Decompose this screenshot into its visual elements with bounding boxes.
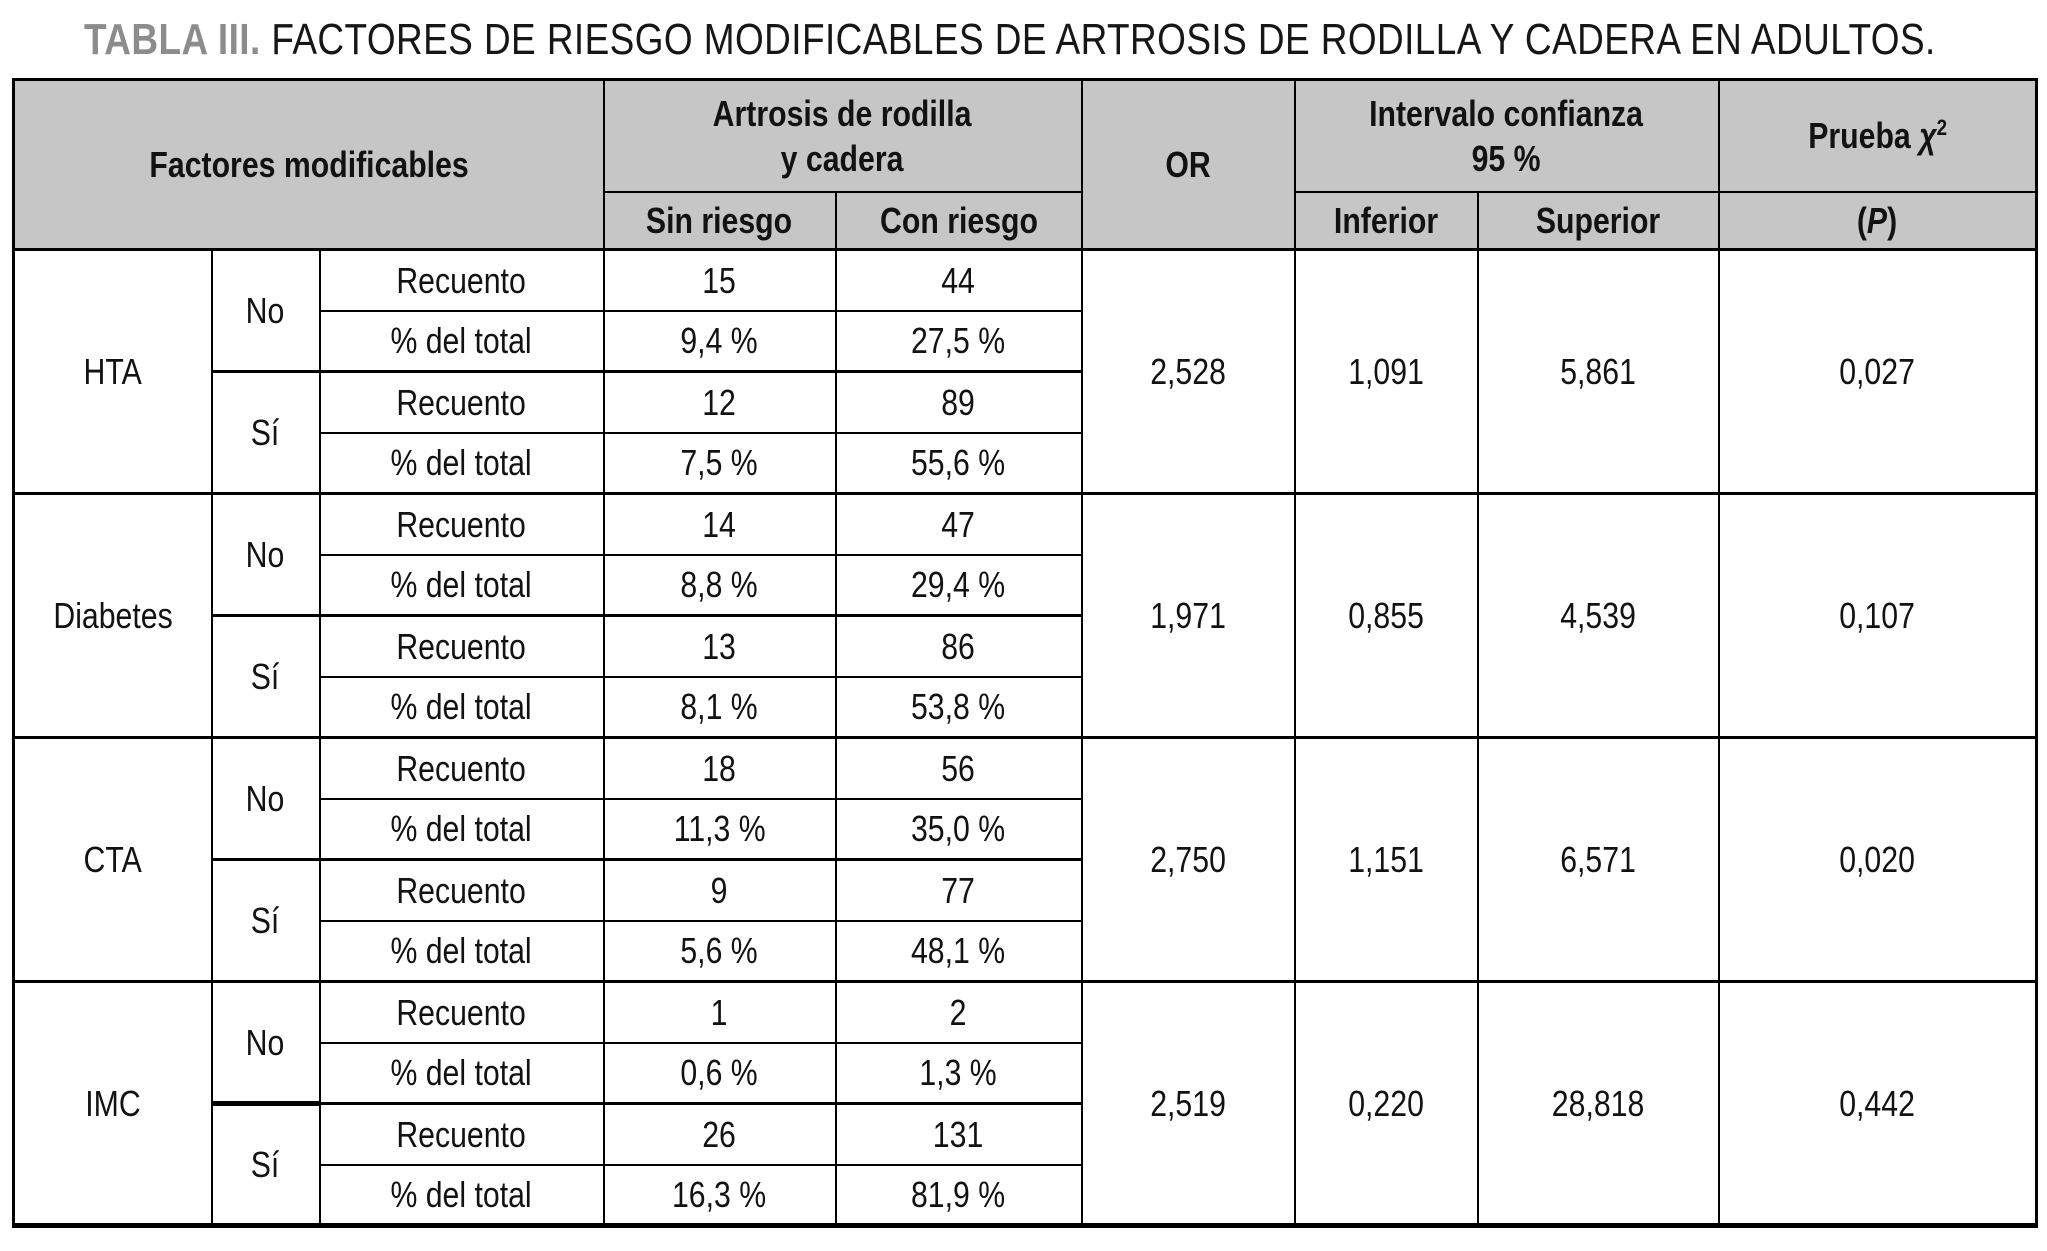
factor-name-cell: Diabetes: [14, 494, 212, 738]
no-label-cell: No: [212, 738, 320, 860]
table-title: [84, 16, 1936, 64]
value-cell: 9,4 %: [604, 311, 836, 372]
value-cell: 47: [836, 494, 1082, 555]
pct-label-cell: % del total: [320, 799, 604, 860]
value-cell: 14: [604, 494, 836, 555]
header-inferior: Inferior: [1295, 192, 1478, 250]
recuento-label-cell: Recuento: [320, 372, 604, 433]
table-title-text: FACTORES DE RIESGO MODIFICABLES DE ARTROSIS DE RODILLA Y CADERA EN ADULTOS.: [271, 15, 1936, 64]
si-label-cell: Sí: [212, 372, 320, 494]
factor-name-cell: CTA: [14, 738, 212, 982]
value-cell: 53,8 %: [836, 677, 1082, 738]
value-cell: 2: [836, 982, 1082, 1043]
recuento-label-cell: Recuento: [320, 494, 604, 555]
header-prueba-chi2: Prueba $\chi^2$: [1719, 80, 2037, 192]
header-intervalo-confianza: Intervalo confianza 95 %: [1295, 80, 1719, 192]
p-value-cell: 0,020: [1719, 738, 2037, 982]
value-cell: 16,3 %: [604, 1165, 836, 1226]
value-cell: 13: [604, 616, 836, 677]
header-sin-riesgo: Sin riesgo: [604, 192, 836, 250]
pct-label-cell: % del total: [320, 921, 604, 982]
value-cell: 29,4 %: [836, 555, 1082, 616]
no-label-cell: No: [212, 494, 320, 616]
value-cell: 26: [604, 1104, 836, 1165]
value-cell: 131: [836, 1104, 1082, 1165]
value-cell: 89: [836, 372, 1082, 433]
recuento-label-cell: Recuento: [320, 982, 604, 1043]
value-cell: 15: [604, 250, 836, 311]
header-con-riesgo: Con riesgo: [836, 192, 1082, 250]
value-cell: 44: [836, 250, 1082, 311]
value-cell: 0,6 %: [604, 1043, 836, 1104]
factor-name-cell: HTA: [14, 250, 212, 494]
ci-superior-cell: 28,818: [1478, 982, 1719, 1226]
value-cell: 8,1 %: [604, 677, 836, 738]
section-diabetes: [14, 494, 2037, 738]
ci-superior-cell: 6,571: [1478, 738, 1719, 982]
value-cell: 55,6 %: [836, 433, 1082, 494]
header-factores-modificables: Factores modificables: [14, 80, 604, 250]
p-value-cell: 0,442: [1719, 982, 2037, 1226]
or-value-cell: 2,519: [1082, 982, 1295, 1226]
ci-inferior-cell: 0,855: [1295, 494, 1478, 738]
or-value-cell: 1,971: [1082, 494, 1295, 738]
header-artrosis-rodilla-cadera: Artrosis de rodilla y cadera: [604, 80, 1082, 192]
value-cell: 5,6 %: [604, 921, 836, 982]
pct-label-cell: % del total: [320, 555, 604, 616]
section-imc: [14, 982, 2037, 1226]
pct-label-cell: % del total: [320, 311, 604, 372]
ci-superior-cell: 5,861: [1478, 250, 1719, 494]
value-cell: 77: [836, 860, 1082, 921]
or-value-cell: 2,750: [1082, 738, 1295, 982]
recuento-label-cell: Recuento: [320, 1104, 604, 1165]
value-cell: 12: [604, 372, 836, 433]
factor-name-cell: IMC: [14, 982, 212, 1226]
pct-label-cell: % del total: [320, 1165, 604, 1226]
value-cell: 86: [836, 616, 1082, 677]
header-or: OR: [1082, 80, 1295, 250]
pct-label-cell: % del total: [320, 433, 604, 494]
ci-superior-cell: 4,539: [1478, 494, 1719, 738]
ci-inferior-cell: 1,151: [1295, 738, 1478, 982]
value-cell: 27,5 %: [836, 311, 1082, 372]
value-cell: 48,1 %: [836, 921, 1082, 982]
header-p-value: (P): [1719, 192, 2037, 250]
value-cell: 8,8 %: [604, 555, 836, 616]
value-cell: 35,0 %: [836, 799, 1082, 860]
table-title-number: TABLA III.: [84, 15, 261, 64]
ci-inferior-cell: 0,220: [1295, 982, 1478, 1226]
p-value-cell: 0,107: [1719, 494, 2037, 738]
value-cell: 81,9 %: [836, 1165, 1082, 1226]
recuento-label-cell: Recuento: [320, 616, 604, 677]
recuento-label-cell: Recuento: [320, 860, 604, 921]
si-label-cell: Sí: [212, 1104, 320, 1226]
or-value-cell: 2,528: [1082, 250, 1295, 494]
p-value-cell: 0,027: [1719, 250, 2037, 494]
value-cell: 7,5 %: [604, 433, 836, 494]
ci-inferior-cell: 1,091: [1295, 250, 1478, 494]
value-cell: 1: [604, 982, 836, 1043]
value-cell: 1,3 %: [836, 1043, 1082, 1104]
recuento-label-cell: Recuento: [320, 250, 604, 311]
no-label-cell: No: [212, 982, 320, 1104]
header-superior: Superior: [1478, 192, 1719, 250]
value-cell: 9: [604, 860, 836, 921]
section-cta: [14, 738, 2037, 982]
pct-label-cell: % del total: [320, 677, 604, 738]
pct-label-cell: % del total: [320, 1043, 604, 1104]
section-hta: [14, 250, 2037, 494]
si-label-cell: Sí: [212, 616, 320, 738]
si-label-cell: Sí: [212, 860, 320, 982]
value-cell: 56: [836, 738, 1082, 799]
recuento-label-cell: Recuento: [320, 738, 604, 799]
value-cell: 11,3 %: [604, 799, 836, 860]
value-cell: 18: [604, 738, 836, 799]
no-label-cell: No: [212, 250, 320, 372]
risk-factors-table: [12, 78, 2038, 1228]
